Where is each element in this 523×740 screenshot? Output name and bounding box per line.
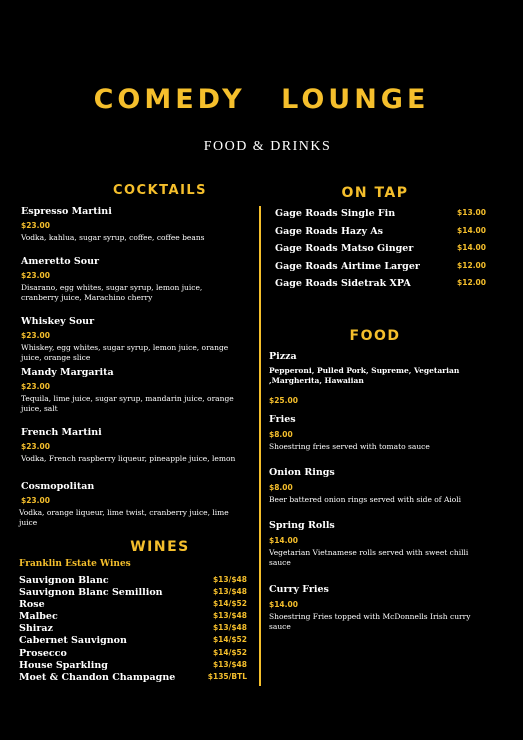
- cocktail-name: French Martini: [21, 427, 102, 438]
- food-item: [269, 414, 489, 452]
- cocktail-item: [21, 427, 241, 464]
- food-price: $25.00: [269, 396, 298, 405]
- food-name: Curry Fries: [269, 584, 329, 595]
- food-options: Pepperoni, Pulled Pork, Supreme, Vegetarian ,Margherita, Hawaiian: [269, 366, 460, 385]
- wine-name: Moet & Chandon Champagne: [19, 671, 176, 683]
- wine-row: [19, 611, 247, 623]
- cocktail-price: $23.00: [21, 382, 50, 391]
- wine-name: Rose: [19, 599, 45, 611]
- wine-price: $14/$52: [212, 647, 247, 657]
- page-subtitle: FOOD & DRINKS: [203, 139, 332, 154]
- wine-row: [19, 599, 247, 611]
- cocktail-name: Ameretto Sour: [21, 256, 100, 267]
- food-price: $8.00: [269, 483, 293, 492]
- food-price: $14.00: [269, 536, 298, 545]
- tap-price: $13.00: [457, 208, 486, 217]
- food-desc: Shoestring Fries topped with McDonnells Irish curry sauce: [269, 612, 471, 631]
- wine-price: $13/$48: [212, 611, 247, 621]
- food-desc: Beer battered onion rings served with side of Aioli: [269, 495, 462, 504]
- tap-row: [275, 226, 486, 244]
- wine-name: Shiraz: [19, 623, 53, 635]
- tap-name: Gage Roads Matso Ginger: [275, 243, 414, 255]
- cocktail-desc: Whiskey, egg whites, sugar syrup, lemon juice, orange juice, orange slice: [21, 343, 229, 362]
- wine-price: $14/$52: [212, 599, 247, 609]
- wine-row: [19, 648, 247, 660]
- wine-name: House Sparkling: [19, 659, 108, 671]
- wine-name: Prosecco: [19, 647, 67, 659]
- tap-price: $12.00: [457, 260, 486, 270]
- food-desc: Vegetarian Vietnamese rolls served with sweet chilli sauce: [269, 548, 469, 567]
- tap-row: [275, 278, 486, 296]
- food-item: [269, 584, 489, 632]
- tap-price: $12.00: [457, 278, 486, 288]
- food-heading: FOOD: [349, 328, 401, 344]
- on-tap-heading: ON TAP: [341, 185, 409, 201]
- tap-name: Gage Roads Sidetrak XPA: [275, 278, 411, 290]
- wine-row: [19, 587, 247, 599]
- cocktails-heading: COCKTAILS: [112, 183, 208, 198]
- cocktail-price: $23.00: [21, 331, 50, 340]
- cocktail-item: [21, 367, 241, 414]
- wine-price: $13/$48: [212, 587, 247, 597]
- wine-row: [19, 635, 247, 647]
- cocktail-desc: Vodka, orange liqueur, lime twist, cranberry juice, lime juice: [19, 508, 229, 527]
- wine-row: [19, 575, 247, 587]
- cocktail-name: Mandy Margarita: [21, 367, 114, 378]
- cocktail-desc: Vodka, French raspberry liqueur, pineapple juice, lemon: [21, 454, 236, 463]
- cocktail-price: $23.00: [21, 221, 50, 230]
- cocktail-item: [21, 481, 241, 528]
- wine-name: Sauvignon Blanc: [19, 575, 109, 586]
- food-price: $14.00: [269, 600, 298, 609]
- tap-row: [275, 243, 486, 261]
- tap-price: $14.00: [457, 225, 486, 235]
- column-divider: [259, 206, 261, 686]
- page-title: COMEDY LOUNGE: [93, 84, 430, 115]
- food-name: Onion Rings: [269, 467, 335, 478]
- food-price: $8.00: [269, 430, 293, 439]
- wine-price: $135/BTL: [207, 671, 247, 681]
- tap-price: $14.00: [457, 243, 486, 253]
- tap-list: [275, 208, 486, 296]
- wine-price: $13/$48: [212, 659, 247, 669]
- cocktail-name: Whiskey Sour: [21, 316, 95, 327]
- wines-heading: WINES: [130, 539, 190, 555]
- cocktail-item: [21, 316, 241, 363]
- wine-price: $14/$52: [212, 635, 247, 645]
- tap-name: Gage Roads Single Fin: [275, 208, 396, 219]
- food-name: Spring Rolls: [269, 520, 335, 531]
- wines-subheading: Franklin Estate Wines: [19, 559, 131, 569]
- wine-name: Sauvignon Blanc Semillion: [19, 587, 163, 599]
- cocktail-desc: Tequila, lime juice, sugar syrup, mandarin juice, orange juice, salt: [21, 394, 234, 413]
- wine-row: [19, 672, 247, 684]
- tap-name: Gage Roads Airtime Larger: [275, 260, 420, 272]
- food-item: [269, 520, 489, 568]
- food-item: [269, 467, 489, 505]
- food-name: Fries: [269, 414, 296, 425]
- wine-list: [19, 575, 247, 684]
- cocktail-item: [21, 206, 241, 243]
- cocktail-desc: Vodka, kahlua, sugar syrup, coffee, coffee beans: [21, 233, 205, 242]
- cocktail-name: Cosmopolitan: [21, 481, 95, 492]
- tap-name: Gage Roads Hazy As: [275, 225, 384, 237]
- wine-name: Cabernet Sauvignon: [19, 635, 127, 647]
- cocktail-price: $23.00: [21, 442, 50, 451]
- tap-row: [275, 208, 486, 226]
- cocktail-desc: Disarano, egg whites, sugar syrup, lemon juice, cranberry juice, Marachino cherry: [21, 283, 203, 302]
- wine-price: $13/$48: [212, 575, 247, 584]
- food-name: Pizza: [269, 351, 297, 362]
- cocktail-price: $23.00: [21, 271, 50, 280]
- wine-price: $13/$48: [212, 623, 247, 633]
- tap-row: [275, 261, 486, 279]
- wine-row: [19, 660, 247, 672]
- food-desc: Shoestring fries served with tomato sauce: [269, 442, 430, 451]
- wine-name: Malbec: [19, 611, 58, 623]
- wine-row: [19, 623, 247, 635]
- cocktail-name: Espresso Martini: [21, 206, 112, 217]
- cocktail-item: [21, 256, 241, 303]
- food-item: [269, 351, 489, 405]
- cocktail-price: $23.00: [21, 496, 50, 505]
